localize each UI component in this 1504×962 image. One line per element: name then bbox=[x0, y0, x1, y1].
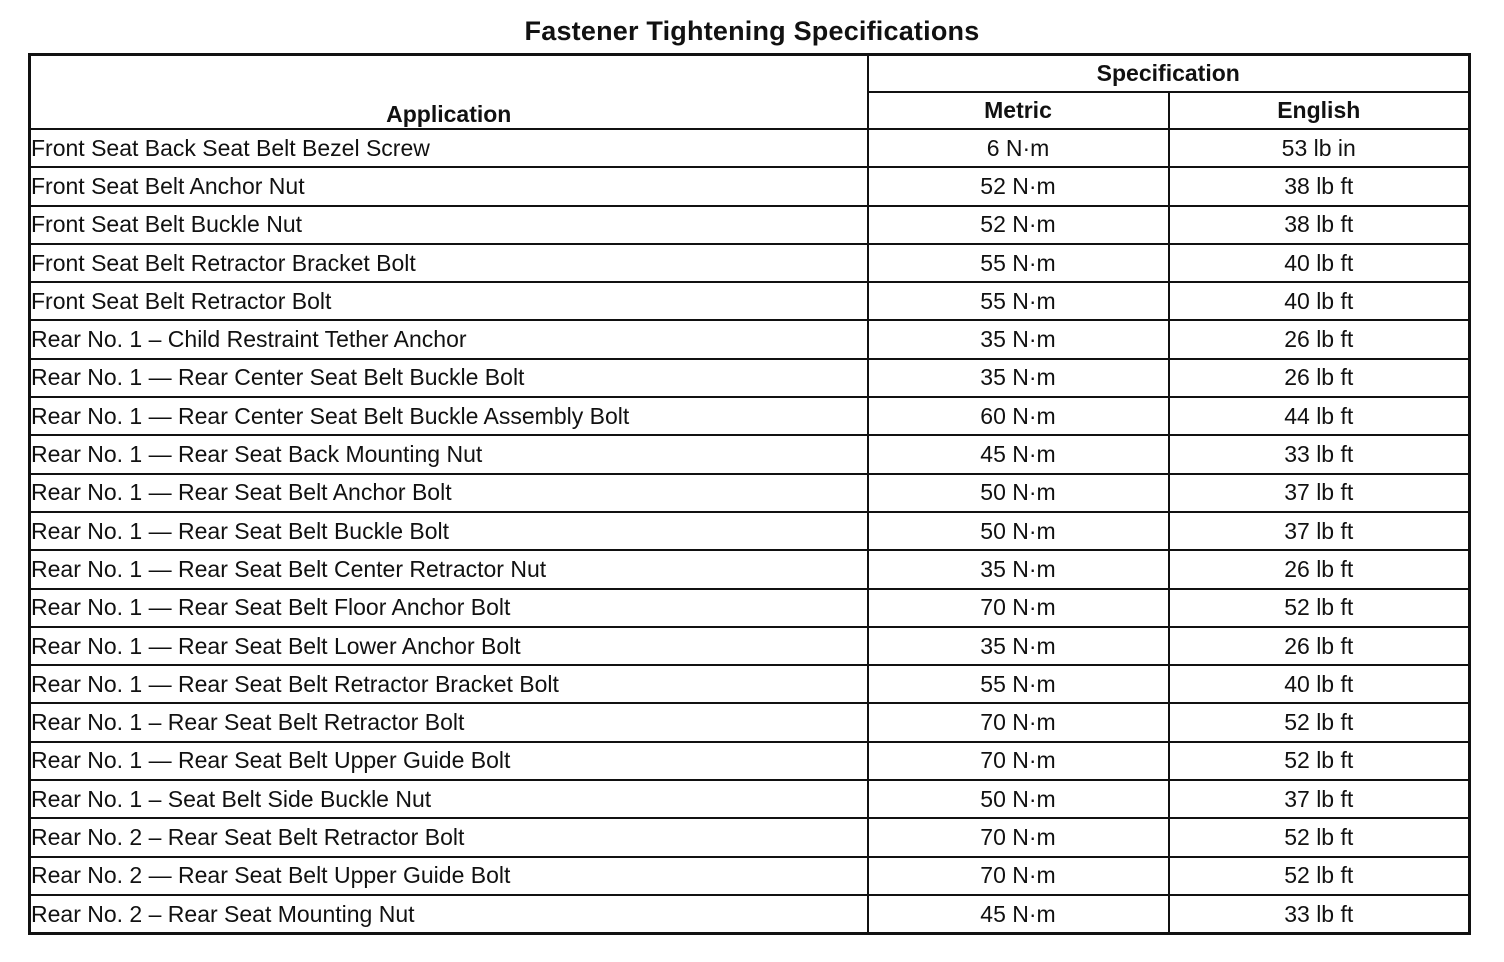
application-cell: Front Seat Belt Anchor Nut bbox=[30, 167, 868, 205]
application-cell: Rear No. 1 — Rear Seat Belt Retractor Bracket Bolt bbox=[30, 665, 868, 703]
metric-cell: 70 N·m bbox=[868, 857, 1169, 895]
application-cell: Rear No. 1 — Rear Center Seat Belt Buckle Assembly Bolt bbox=[30, 397, 868, 435]
english-cell: 38 lb ft bbox=[1169, 167, 1470, 205]
english-header: English bbox=[1169, 92, 1470, 129]
english-cell: 52 lb ft bbox=[1169, 703, 1470, 741]
application-cell: Rear No. 1 — Rear Seat Belt Upper Guide Bolt bbox=[30, 742, 868, 780]
application-cell: Rear No. 1 — Rear Center Seat Belt Buckle Bolt bbox=[30, 359, 868, 397]
english-cell: 52 lb ft bbox=[1169, 742, 1470, 780]
english-cell: 52 lb ft bbox=[1169, 818, 1470, 856]
metric-cell: 52 N·m bbox=[868, 167, 1169, 205]
metric-cell: 6 N·m bbox=[868, 129, 1169, 167]
application-cell: Rear No. 1 — Rear Seat Belt Buckle Bolt bbox=[30, 512, 868, 550]
table-row bbox=[30, 512, 1470, 550]
table-row bbox=[30, 665, 1470, 703]
table-row bbox=[30, 397, 1470, 435]
table-row bbox=[30, 895, 1470, 934]
english-cell: 37 lb ft bbox=[1169, 780, 1470, 818]
english-cell: 40 lb ft bbox=[1169, 282, 1470, 320]
metric-cell: 55 N·m bbox=[868, 244, 1169, 282]
metric-cell: 45 N·m bbox=[868, 895, 1169, 934]
metric-cell: 70 N·m bbox=[868, 818, 1169, 856]
metric-cell: 70 N·m bbox=[868, 742, 1169, 780]
application-cell: Rear No. 1 — Rear Seat Belt Lower Anchor Bolt bbox=[30, 627, 868, 665]
table-row bbox=[30, 742, 1470, 780]
application-cell: Front Seat Belt Retractor Bolt bbox=[30, 282, 868, 320]
english-cell: 52 lb ft bbox=[1169, 857, 1470, 895]
application-cell: Rear No. 1 – Seat Belt Side Buckle Nut bbox=[30, 780, 868, 818]
application-cell: Rear No. 1 — Rear Seat Belt Anchor Bolt bbox=[30, 474, 868, 512]
application-cell: Rear No. 1 — Rear Seat Belt Floor Anchor Bolt bbox=[30, 589, 868, 627]
table-row bbox=[30, 818, 1470, 856]
table-row bbox=[30, 282, 1470, 320]
table-row bbox=[30, 780, 1470, 818]
english-cell: 26 lb ft bbox=[1169, 320, 1470, 358]
english-cell: 26 lb ft bbox=[1169, 627, 1470, 665]
table-row bbox=[30, 703, 1470, 741]
header-row-top bbox=[30, 55, 1470, 93]
application-cell: Rear No. 2 — Rear Seat Belt Upper Guide Bolt bbox=[30, 857, 868, 895]
page-title: Fastener Tightening Specifications bbox=[524, 16, 980, 46]
metric-cell: 35 N·m bbox=[868, 627, 1169, 665]
application-cell: Front Seat Belt Buckle Nut bbox=[30, 206, 868, 244]
metric-cell: 52 N·m bbox=[868, 206, 1169, 244]
english-cell: 52 lb ft bbox=[1169, 589, 1470, 627]
table-row bbox=[30, 129, 1470, 167]
metric-cell: 50 N·m bbox=[868, 512, 1169, 550]
english-cell: 33 lb ft bbox=[1169, 895, 1470, 934]
english-cell: 33 lb ft bbox=[1169, 435, 1470, 473]
application-cell: Rear No. 2 – Rear Seat Belt Retractor Bolt bbox=[30, 818, 868, 856]
metric-cell: 45 N·m bbox=[868, 435, 1169, 473]
metric-cell: 50 N·m bbox=[868, 780, 1169, 818]
table-row bbox=[30, 627, 1470, 665]
metric-cell: 55 N·m bbox=[868, 282, 1169, 320]
english-cell: 53 lb in bbox=[1169, 129, 1470, 167]
english-cell: 40 lb ft bbox=[1169, 244, 1470, 282]
metric-cell: 70 N·m bbox=[868, 589, 1169, 627]
table-row bbox=[30, 244, 1470, 282]
metric-header: Metric bbox=[868, 92, 1169, 129]
metric-cell: 35 N·m bbox=[868, 320, 1169, 358]
metric-cell: 55 N·m bbox=[868, 665, 1169, 703]
metric-cell: 50 N·m bbox=[868, 474, 1169, 512]
application-cell: Rear No. 1 — Rear Seat Back Mounting Nut bbox=[30, 435, 868, 473]
english-cell: 38 lb ft bbox=[1169, 206, 1470, 244]
table-body bbox=[30, 129, 1470, 934]
table-row bbox=[30, 435, 1470, 473]
english-cell: 44 lb ft bbox=[1169, 397, 1470, 435]
specification-header: Specification bbox=[868, 55, 1470, 93]
table-row bbox=[30, 206, 1470, 244]
fastener-spec-table bbox=[28, 53, 1471, 935]
english-cell: 37 lb ft bbox=[1169, 474, 1470, 512]
metric-cell: 70 N·m bbox=[868, 703, 1169, 741]
application-header: Application bbox=[30, 55, 868, 130]
application-cell: Rear No. 1 – Child Restraint Tether Anchor bbox=[30, 320, 868, 358]
table-row bbox=[30, 474, 1470, 512]
table-row bbox=[30, 857, 1470, 895]
metric-cell: 35 N·m bbox=[868, 359, 1169, 397]
table-row bbox=[30, 550, 1470, 588]
application-cell: Front Seat Belt Retractor Bracket Bolt bbox=[30, 244, 868, 282]
application-cell: Rear No. 1 — Rear Seat Belt Center Retractor Nut bbox=[30, 550, 868, 588]
table-row bbox=[30, 167, 1470, 205]
table-row bbox=[30, 589, 1470, 627]
table-row bbox=[30, 359, 1470, 397]
english-cell: 40 lb ft bbox=[1169, 665, 1470, 703]
metric-cell: 60 N·m bbox=[868, 397, 1169, 435]
application-cell: Rear No. 1 – Rear Seat Belt Retractor Bolt bbox=[30, 703, 868, 741]
application-cell: Rear No. 2 – Rear Seat Mounting Nut bbox=[30, 895, 868, 934]
application-cell: Front Seat Back Seat Belt Bezel Screw bbox=[30, 129, 868, 167]
metric-cell: 35 N·m bbox=[868, 550, 1169, 588]
table-row bbox=[30, 320, 1470, 358]
english-cell: 37 lb ft bbox=[1169, 512, 1470, 550]
english-cell: 26 lb ft bbox=[1169, 359, 1470, 397]
table-header bbox=[30, 55, 1470, 130]
english-cell: 26 lb ft bbox=[1169, 550, 1470, 588]
